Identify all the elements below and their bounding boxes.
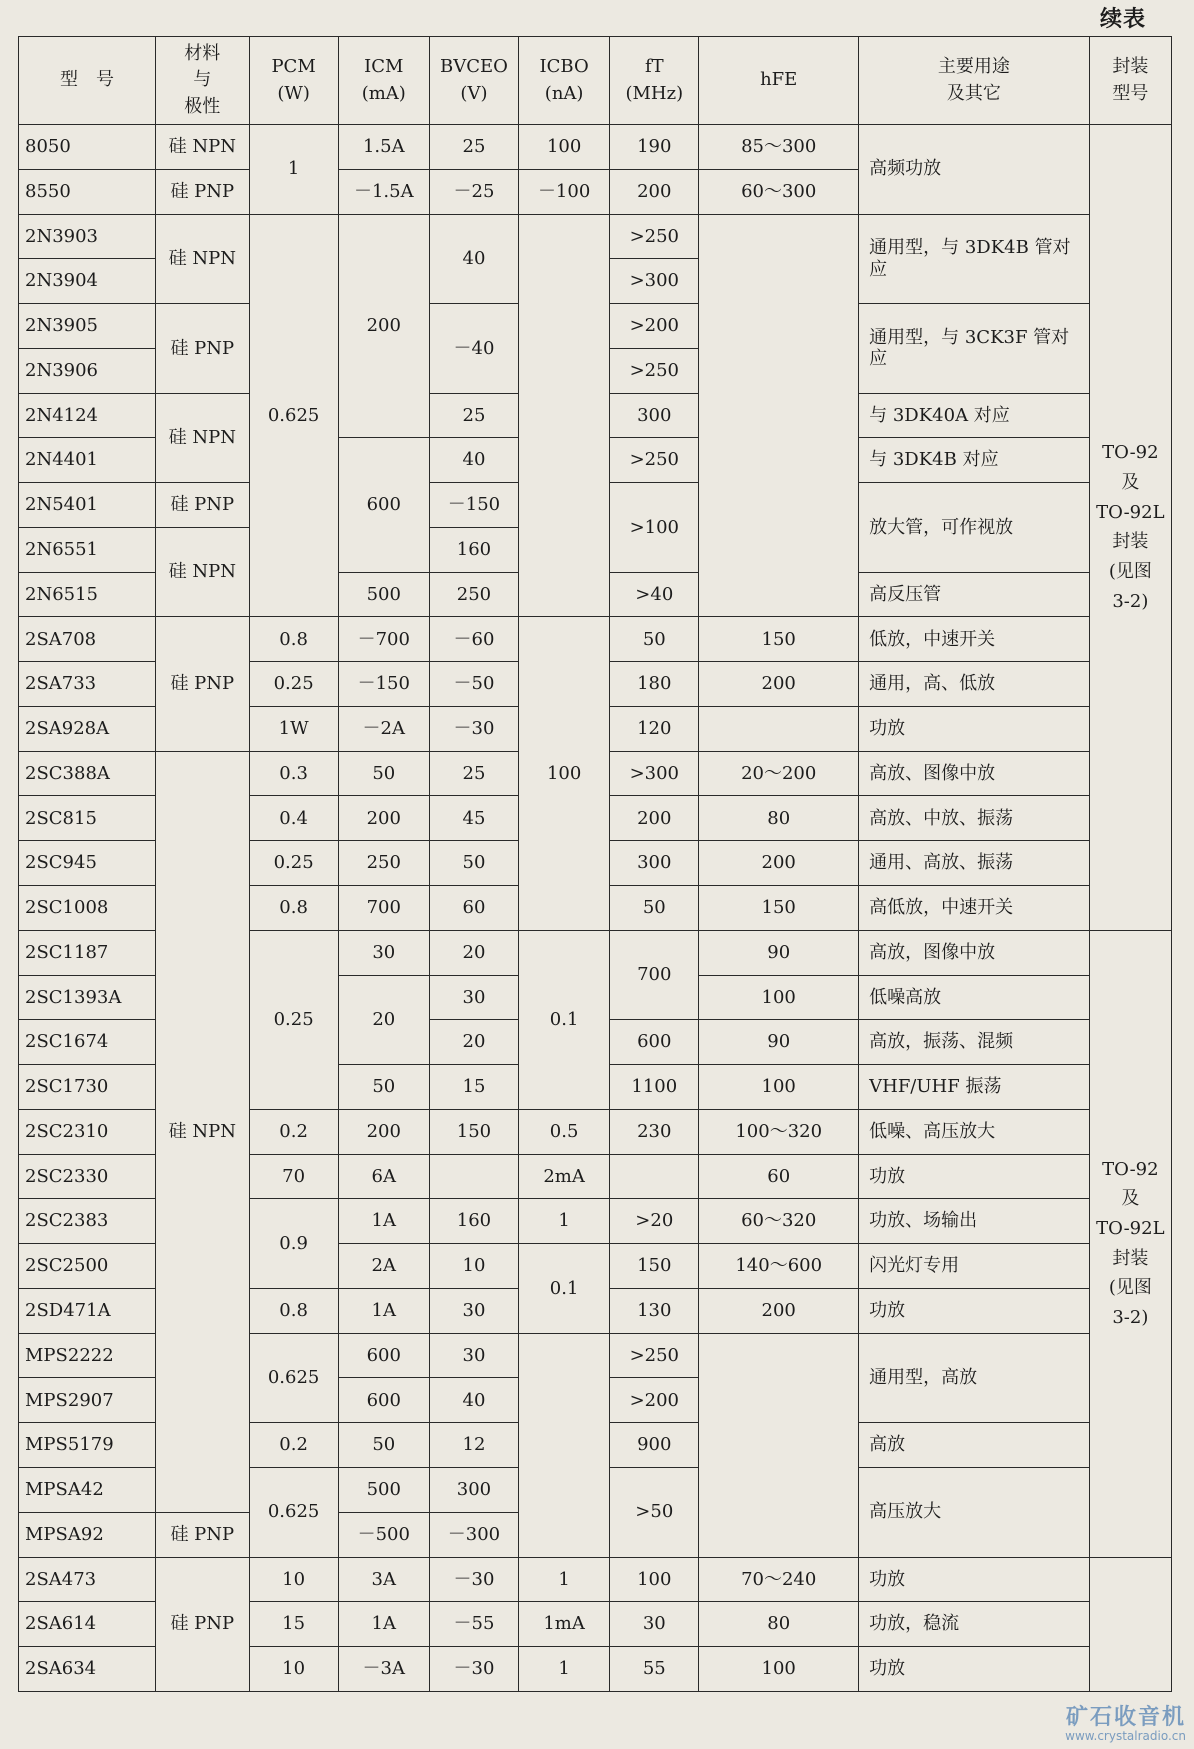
cell-ft: >200: [610, 1378, 699, 1423]
cell-pcm: 0.8: [249, 617, 338, 662]
cell-hfe: 150: [699, 886, 859, 931]
cell-icbo: 0.1: [518, 930, 609, 1109]
cell-model: 2SC1730: [19, 1065, 156, 1110]
cell-ft: 200: [610, 796, 699, 841]
cell-use: 功放: [859, 1647, 1090, 1692]
transistor-spec-table: [18, 36, 1172, 1692]
cell-material: 硅 PNP: [155, 483, 249, 528]
cell-model: 2SC1393A: [19, 975, 156, 1020]
cell-model: 2SD471A: [19, 1288, 156, 1333]
cell-icbo: －100: [518, 169, 609, 214]
cell-model: 8550: [19, 169, 156, 214]
cell-bvceo: －40: [429, 304, 518, 394]
cell-use: 高放、中放、振荡: [859, 796, 1090, 841]
cell-bvceo: [429, 1154, 518, 1199]
cell-use: VHF/UHF 振荡: [859, 1065, 1090, 1110]
cell-ft: 300: [610, 841, 699, 886]
cell-model: 2SC1187: [19, 930, 156, 975]
cell-use: 高压放大: [859, 1467, 1090, 1557]
cell-ft: [610, 1154, 699, 1199]
cell-pcm: 10: [249, 1557, 338, 1602]
cell-ft: 230: [610, 1109, 699, 1154]
cell-use: 功放: [859, 706, 1090, 751]
table-row: [19, 214, 1172, 259]
cell-icbo: 0.5: [518, 1109, 609, 1154]
cell-model: 2SA928A: [19, 706, 156, 751]
cell-ft: >20: [610, 1199, 699, 1244]
cell-icm: －1.5A: [338, 169, 429, 214]
cell-use: 高频功放: [859, 125, 1090, 215]
cell-ft: 300: [610, 393, 699, 438]
table-row: [19, 1557, 1172, 1602]
cell-ft: 700: [610, 930, 699, 1020]
cell-bvceo: －25: [429, 169, 518, 214]
cell-model: 2SA733: [19, 662, 156, 707]
cell-icbo: 1: [518, 1647, 609, 1692]
cell-material: 硅 NPN: [155, 214, 249, 304]
cell-hfe: 60～300: [699, 169, 859, 214]
cell-model: 8050: [19, 125, 156, 170]
cell-pcm: 0.2: [249, 1423, 338, 1468]
cell-ft: >200: [610, 304, 699, 349]
cell-icm: 1A: [338, 1602, 429, 1647]
cell-pcm: 15: [249, 1602, 338, 1647]
cell-hfe: [699, 706, 859, 751]
cell-model: 2SA708: [19, 617, 156, 662]
cell-ft: >100: [610, 483, 699, 573]
cell-pcm: 0.625: [249, 214, 338, 617]
cell-icm: 30: [338, 930, 429, 975]
cell-model: 2SA473: [19, 1557, 156, 1602]
cell-bvceo: －60: [429, 617, 518, 662]
cell-material: 硅 PNP: [155, 169, 249, 214]
cell-hfe: 200: [699, 662, 859, 707]
header-use: 主要用途 及其它: [859, 37, 1090, 125]
cell-bvceo: －30: [429, 1647, 518, 1692]
cell-material: 硅 NPN: [155, 393, 249, 483]
cell-icm: －3A: [338, 1647, 429, 1692]
cell-icm: 500: [338, 572, 429, 617]
cell-hfe: 200: [699, 841, 859, 886]
cell-bvceo: －300: [429, 1512, 518, 1557]
cell-pcm: 0.2: [249, 1109, 338, 1154]
cell-hfe: 90: [699, 1020, 859, 1065]
cell-icm: 500: [338, 1467, 429, 1512]
cell-ft: >250: [610, 438, 699, 483]
cell-use: 低噪高放: [859, 975, 1090, 1020]
cell-model: MPS2907: [19, 1378, 156, 1423]
cell-use: 通用，高、低放: [859, 662, 1090, 707]
cell-hfe: 200: [699, 1288, 859, 1333]
cell-use: 通用型，与 3DK4B 管对应: [859, 214, 1090, 304]
cell-use: 通用型，高放: [859, 1333, 1090, 1423]
cell-material: 硅 PNP: [155, 304, 249, 394]
cell-use: 功放: [859, 1154, 1090, 1199]
cell-pcm: 1: [249, 125, 338, 215]
cell-material: 硅 PNP: [155, 617, 249, 751]
cell-model: 2SC1008: [19, 886, 156, 931]
cell-hfe: 150: [699, 617, 859, 662]
cell-icm: 1A: [338, 1199, 429, 1244]
header-row: [19, 37, 1172, 125]
cell-pcm: 0.25: [249, 930, 338, 1109]
cell-bvceo: 25: [429, 125, 518, 170]
cell-package: [1089, 1557, 1171, 1692]
watermark-cn: 矿石收音机: [1065, 1704, 1186, 1730]
cell-pcm: 0.3: [249, 751, 338, 796]
header-bvceo: BVCEO (V): [429, 37, 518, 125]
cell-icm: 600: [338, 1333, 429, 1378]
cell-ft: 50: [610, 617, 699, 662]
cell-material: 硅 NPN: [155, 751, 249, 1512]
header-icm: ICM (mA): [338, 37, 429, 125]
cell-bvceo: －150: [429, 483, 518, 528]
cell-bvceo: 12: [429, 1423, 518, 1468]
cell-ft: >50: [610, 1467, 699, 1557]
cell-icbo: 2mA: [518, 1154, 609, 1199]
cell-icm: 600: [338, 1378, 429, 1423]
cell-icbo: 100: [518, 125, 609, 170]
cell-hfe: [699, 1333, 859, 1557]
cell-icm: 50: [338, 1065, 429, 1110]
cell-model: 2SC945: [19, 841, 156, 886]
cell-bvceo: 25: [429, 393, 518, 438]
cell-bvceo: 10: [429, 1244, 518, 1289]
cell-hfe: 20～200: [699, 751, 859, 796]
cell-model: MPSA42: [19, 1467, 156, 1512]
cell-hfe: 85～300: [699, 125, 859, 170]
cell-icbo: 0.1: [518, 1244, 609, 1334]
cell-model: 2SC388A: [19, 751, 156, 796]
cell-use: 高低放，中速开关: [859, 886, 1090, 931]
cell-pcm: 0.25: [249, 662, 338, 707]
cell-material: 硅 NPN: [155, 125, 249, 170]
cell-icm: 1.5A: [338, 125, 429, 170]
cell-pcm: 0.9: [249, 1199, 338, 1289]
cell-material: 硅 PNP: [155, 1512, 249, 1557]
cell-icm: 3A: [338, 1557, 429, 1602]
cell-pcm: 70: [249, 1154, 338, 1199]
cell-bvceo: 250: [429, 572, 518, 617]
cell-hfe: 60: [699, 1154, 859, 1199]
watermark-en: www.crystalradio.cn: [1065, 1728, 1186, 1743]
cell-material: 硅 PNP: [155, 1557, 249, 1692]
cell-hfe: 80: [699, 1602, 859, 1647]
cell-use: 放大管，可作视放: [859, 483, 1090, 573]
cell-hfe: 100～320: [699, 1109, 859, 1154]
cell-ft: >300: [610, 751, 699, 796]
cell-model: 2N3906: [19, 348, 156, 393]
cell-bvceo: 160: [429, 1199, 518, 1244]
cell-bvceo: 40: [429, 438, 518, 483]
cell-use: 高放: [859, 1423, 1090, 1468]
cell-hfe: 60～320: [699, 1199, 859, 1244]
cell-hfe: 70～240: [699, 1557, 859, 1602]
cell-model: 2SC2310: [19, 1109, 156, 1154]
cell-use: 与 3DK40A 对应: [859, 393, 1090, 438]
cell-ft: 50: [610, 886, 699, 931]
cell-use: 与 3DK4B 对应: [859, 438, 1090, 483]
cell-ft: 190: [610, 125, 699, 170]
cell-material: 硅 NPN: [155, 527, 249, 617]
header-package: 封装 型号: [1089, 37, 1171, 125]
header-model: 型 号: [19, 37, 156, 125]
cell-ft: 120: [610, 706, 699, 751]
cell-hfe: 80: [699, 796, 859, 841]
cell-icm: －150: [338, 662, 429, 707]
cell-model: 2SC2330: [19, 1154, 156, 1199]
cell-bvceo: 150: [429, 1109, 518, 1154]
cell-pcm: 0.4: [249, 796, 338, 841]
continued-label: 续表: [1099, 7, 1146, 32]
cell-bvceo: 30: [429, 1333, 518, 1378]
cell-use: 低放，中速开关: [859, 617, 1090, 662]
cell-bvceo: 50: [429, 841, 518, 886]
cell-ft: 100: [610, 1557, 699, 1602]
cell-icbo: 1: [518, 1557, 609, 1602]
cell-model: 2N3903: [19, 214, 156, 259]
cell-bvceo: 15: [429, 1065, 518, 1110]
cell-ft: 900: [610, 1423, 699, 1468]
cell-model: 2N6515: [19, 572, 156, 617]
cell-hfe: [699, 214, 859, 617]
cell-ft: 55: [610, 1647, 699, 1692]
cell-icm: 200: [338, 1109, 429, 1154]
cell-hfe: 90: [699, 930, 859, 975]
header-material: 材料 与 极性: [155, 37, 249, 125]
cell-icm: 250: [338, 841, 429, 886]
cell-ft: 200: [610, 169, 699, 214]
cell-hfe: 100: [699, 1647, 859, 1692]
cell-bvceo: 20: [429, 930, 518, 975]
cell-bvceo: 30: [429, 1288, 518, 1333]
cell-bvceo: 60: [429, 886, 518, 931]
cell-model: MPS2222: [19, 1333, 156, 1378]
cell-hfe: 100: [699, 975, 859, 1020]
cell-use: 低噪、高压放大: [859, 1109, 1090, 1154]
cell-icm: －500: [338, 1512, 429, 1557]
cell-icm: 600: [338, 438, 429, 572]
cell-icm: －2A: [338, 706, 429, 751]
cell-icm: 50: [338, 751, 429, 796]
cell-bvceo: 45: [429, 796, 518, 841]
cell-use: 功放: [859, 1288, 1090, 1333]
cell-icm: 50: [338, 1423, 429, 1468]
cell-use: 功放，稳流: [859, 1602, 1090, 1647]
cell-icm: 2A: [338, 1244, 429, 1289]
cell-pcm: 0.25: [249, 841, 338, 886]
cell-bvceo: －30: [429, 706, 518, 751]
cell-icbo: 1: [518, 1199, 609, 1244]
cell-bvceo: 40: [429, 1378, 518, 1423]
cell-icbo: [518, 1333, 609, 1557]
cell-bvceo: 160: [429, 527, 518, 572]
header-ft: fT (MHz): [610, 37, 699, 125]
cell-model: 2N3904: [19, 259, 156, 304]
cell-ft: 1100: [610, 1065, 699, 1110]
cell-bvceo: 25: [429, 751, 518, 796]
cell-use: 高放、图像中放: [859, 751, 1090, 796]
cell-model: 2SC2500: [19, 1244, 156, 1289]
cell-use: 高放，图像中放: [859, 930, 1090, 975]
header-pcm: PCM (W): [249, 37, 338, 125]
table-row: [19, 125, 1172, 170]
cell-use: 功放: [859, 1557, 1090, 1602]
cell-ft: >250: [610, 214, 699, 259]
watermark: [1065, 1706, 1186, 1743]
cell-model: 2N6551: [19, 527, 156, 572]
cell-icm: 200: [338, 214, 429, 438]
cell-bvceo: 300: [429, 1467, 518, 1512]
cell-hfe: 100: [699, 1065, 859, 1110]
cell-icm: 200: [338, 796, 429, 841]
cell-icbo: 100: [518, 617, 609, 930]
cell-model: 2SC1674: [19, 1020, 156, 1065]
cell-model: 2SC2383: [19, 1199, 156, 1244]
cell-use: 高反压管: [859, 572, 1090, 617]
cell-package: TO-92 及 TO-92L 封装 (见图 3-2): [1089, 930, 1171, 1557]
cell-use: 通用型，与 3CK3F 管对应: [859, 304, 1090, 394]
cell-ft: 130: [610, 1288, 699, 1333]
cell-icm: 20: [338, 975, 429, 1065]
cell-bvceo: －30: [429, 1557, 518, 1602]
cell-model: 2N5401: [19, 483, 156, 528]
cell-pcm: 0.625: [249, 1333, 338, 1423]
cell-pcm: 0.625: [249, 1467, 338, 1557]
cell-ft: >250: [610, 1333, 699, 1378]
cell-use: 功放、场输出: [859, 1199, 1090, 1244]
cell-bvceo: －50: [429, 662, 518, 707]
cell-icm: 700: [338, 886, 429, 931]
cell-ft: >40: [610, 572, 699, 617]
cell-bvceo: 20: [429, 1020, 518, 1065]
table-row: [19, 617, 1172, 662]
header-icbo: ICBO (nA): [518, 37, 609, 125]
cell-icm: 6A: [338, 1154, 429, 1199]
cell-ft: 150: [610, 1244, 699, 1289]
cell-model: 2SA614: [19, 1602, 156, 1647]
cell-icm: 1A: [338, 1288, 429, 1333]
cell-ft: 30: [610, 1602, 699, 1647]
cell-model: 2N4401: [19, 438, 156, 483]
cell-use: 高放，振荡、混频: [859, 1020, 1090, 1065]
cell-ft: >250: [610, 348, 699, 393]
cell-bvceo: 30: [429, 975, 518, 1020]
cell-icbo: [518, 214, 609, 617]
cell-pcm: 0.8: [249, 886, 338, 931]
header-hfe: hFE: [699, 37, 859, 125]
cell-model: 2N3905: [19, 304, 156, 349]
cell-pcm: 0.8: [249, 1288, 338, 1333]
cell-model: 2SA634: [19, 1647, 156, 1692]
cell-ft: >300: [610, 259, 699, 304]
cell-model: MPSA92: [19, 1512, 156, 1557]
cell-bvceo: －55: [429, 1602, 518, 1647]
cell-model: MPS5179: [19, 1423, 156, 1468]
cell-pcm: 1W: [249, 706, 338, 751]
cell-model: 2N4124: [19, 393, 156, 438]
cell-icbo: 1mA: [518, 1602, 609, 1647]
cell-use: 闪光灯专用: [859, 1244, 1090, 1289]
cell-bvceo: 40: [429, 214, 518, 304]
cell-use: 通用、高放、振荡: [859, 841, 1090, 886]
cell-pcm: 10: [249, 1647, 338, 1692]
cell-ft: 600: [610, 1020, 699, 1065]
cell-ft: 180: [610, 662, 699, 707]
cell-hfe: 140～600: [699, 1244, 859, 1289]
cell-model: 2SC815: [19, 796, 156, 841]
cell-package: TO-92 及 TO-92L 封装 (见图 3-2): [1089, 125, 1171, 931]
cell-icm: －700: [338, 617, 429, 662]
